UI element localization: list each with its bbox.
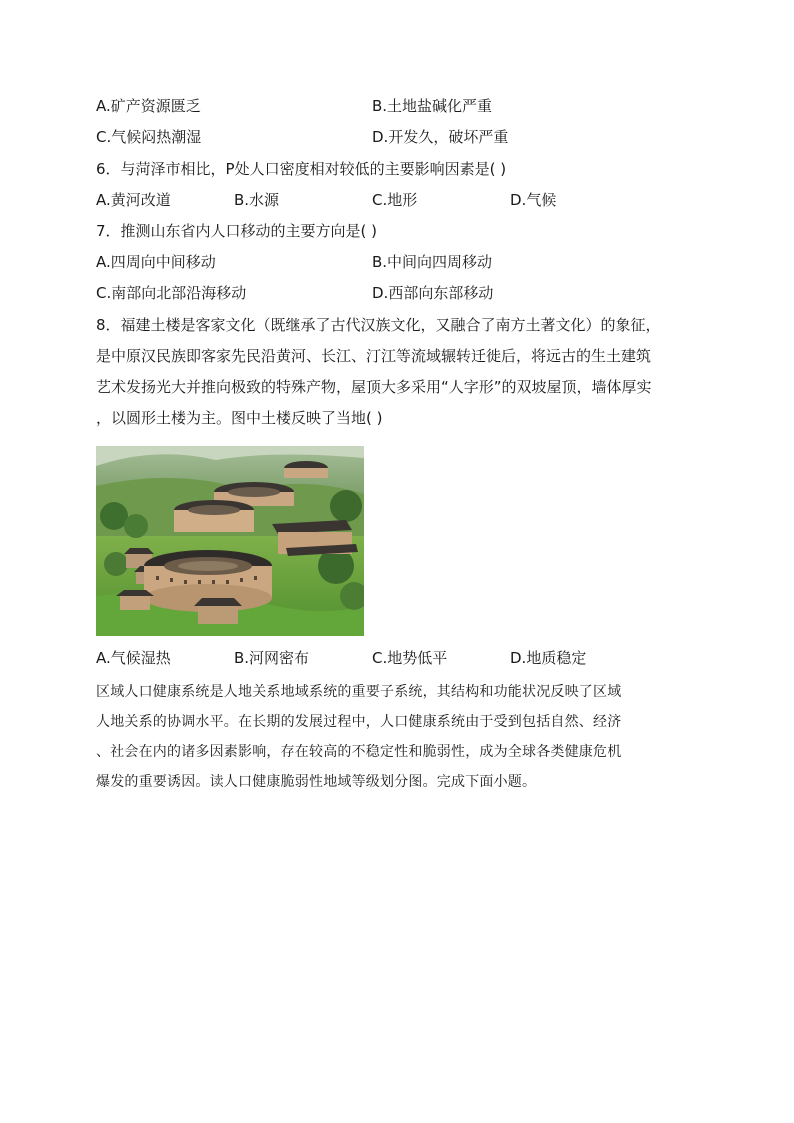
q8-stem <box>96 310 706 434</box>
q8-stem-line: 艺术发扬光大并推向极致的特殊产物，屋顶大多采用“人字形”的双坡屋顶，墙体厚实 <box>96 378 652 396</box>
q8-option-c: C.地势低平 <box>372 649 448 667</box>
passage-line: 人地关系的协调水平。在长期的发展过程中，人口健康系统由于受到包括自然、经济 <box>96 714 622 730</box>
q6-stem: 6．与菏泽市相比，P处人口密度相对较低的主要影响因素是( ) <box>96 160 507 178</box>
q8-stem-line: ，以圆形土楼为主。图中土楼反映了当地( ) <box>96 409 383 427</box>
q5-option-d: D.开发久，破坏严重 <box>372 128 509 146</box>
q5-option-a: A.矿产资源匮乏 <box>96 97 201 115</box>
q8-option-b: B.河网密布 <box>234 649 310 667</box>
q6-option-b: B.水源 <box>234 191 280 209</box>
q7-option-d: D.西部向东部移动 <box>372 284 494 302</box>
passage-line: 区域人口健康系统是人地关系地域系统的重要子系统，其结构和功能状况反映了区域 <box>96 684 622 700</box>
q7-option-b: B.中间向四周移动 <box>372 253 493 271</box>
passage-line: 、社会在内的诸多因素影响，存在较高的不稳定性和脆弱性，成为全球各类健康危机 <box>96 744 622 760</box>
q6-option-a: A.黄河改道 <box>96 191 171 209</box>
q8-option-d: D.地质稳定 <box>510 649 587 667</box>
q6-option-d: D.气候 <box>510 191 557 209</box>
passage <box>96 677 706 797</box>
q7-option-c: C.南部向北部沿海移动 <box>96 284 247 302</box>
tulou-photo <box>96 446 364 636</box>
q8-stem-line: 8．福建土楼是客家文化（既继承了古代汉族文化，又融合了南方土著文化）的象征， <box>96 316 661 334</box>
q7-option-a: A.四周向中间移动 <box>96 253 216 271</box>
passage-line: 爆发的重要诱因。读人口健康脆弱性地域等级划分图。完成下面小题。 <box>96 774 537 790</box>
q8-option-a: A.气候湿热 <box>96 649 171 667</box>
q5-option-b: B.土地盐碱化严重 <box>372 97 493 115</box>
q8-stem-line: 是中原汉民族即客家先民沿黄河、长江、汀江等流域辗转迁徙后，将远古的生土建筑 <box>96 347 652 365</box>
q6-option-c: C.地形 <box>372 191 418 209</box>
q5-option-c: C.气候闷热潮湿 <box>96 128 202 146</box>
q7-stem: 7．推测山东省内人口移动的主要方向是( ) <box>96 222 378 240</box>
